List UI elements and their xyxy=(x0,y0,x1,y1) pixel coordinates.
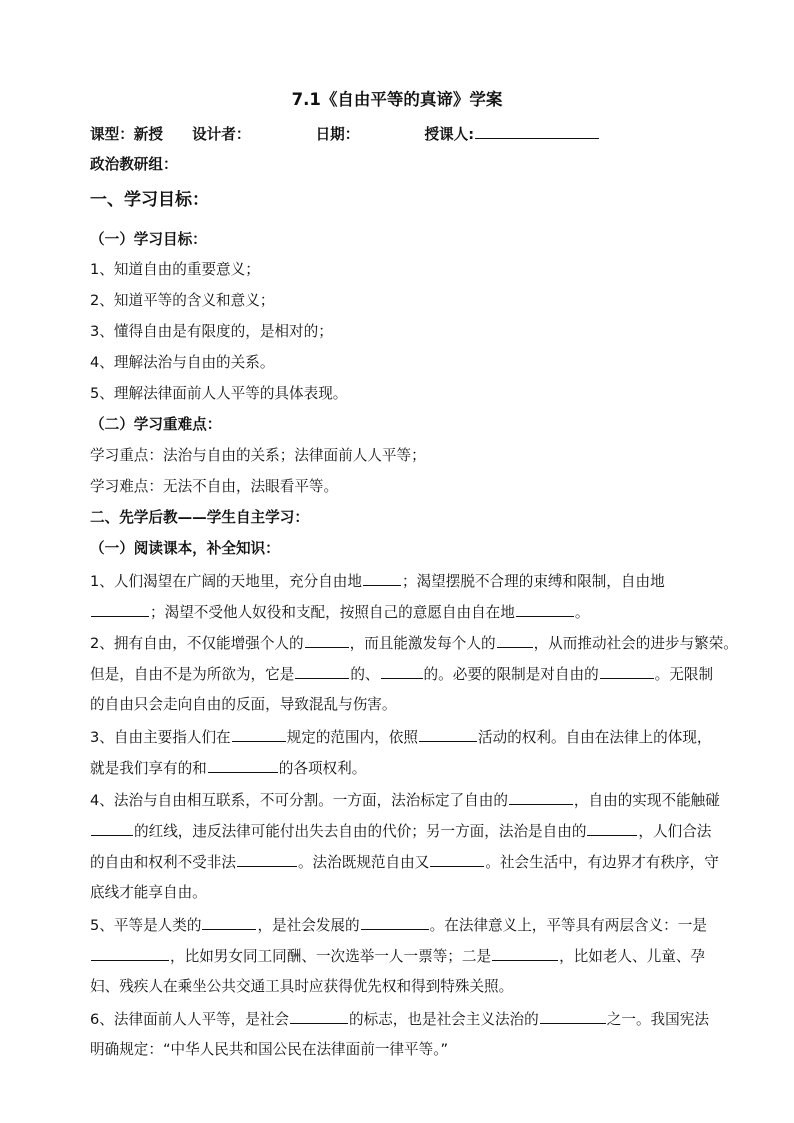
question-6-line-1: 6、法律面前人人平等，是社会 的标志，也是社会主义法治的 之一。我国宪法 xyxy=(90,1011,709,1028)
question-5-line-1: 5、平等是人类的 ，是社会发展的 。在法律意义上，平等具有两层含义：一是 xyxy=(90,917,707,934)
answer-blank xyxy=(232,727,286,742)
answer-blank xyxy=(290,1009,348,1024)
answer-blank xyxy=(361,915,429,930)
question-4-line-4: 底线才能享自由。 xyxy=(90,884,207,901)
section-2-heading: 二、先学后教——学生自主学习： xyxy=(90,509,309,526)
answer-blank xyxy=(381,664,423,679)
answer-blank xyxy=(600,664,654,679)
question-2-line-3: 的自由只会走向自由的反面，导致混乱与伤害。 xyxy=(90,696,397,713)
answer-blank xyxy=(295,664,349,679)
difficult-point: 学习难点：无法不自由，法眼看平等。 xyxy=(90,478,339,495)
goal-item: 2、知道平等的含义和意义； xyxy=(90,292,275,309)
teacher-label: 授课人: xyxy=(424,126,475,143)
section-1-1-heading: （一）学习目标： xyxy=(90,231,207,248)
designer-label: 设计者： xyxy=(192,126,251,143)
question-2-line-2: 但是，自由不是为所欲为，它是 的、 的。必要的限制是对自由的 。无限制 xyxy=(90,666,714,683)
answer-blank xyxy=(237,852,297,867)
answer-blank xyxy=(202,915,256,930)
question-5-line-3: 妇、残疾人在乘坐公共交通工具时应获得优先权和得到特殊关照。 xyxy=(90,978,514,995)
question-2-line-1: 2、拥有自由，不仅能增强个人的 ，而且能激发每个人的 ，从而推动社会的进步与繁荣。 xyxy=(90,635,738,652)
answer-blank xyxy=(497,633,533,648)
question-1-line-1: 1、人们渴望在广阔的天地里，充分自由地 ；渴望摆脱不合理的束缚和限制，自由地 xyxy=(90,573,665,590)
answer-blank xyxy=(91,602,149,617)
teacher-blank xyxy=(475,124,599,139)
answer-blank xyxy=(587,821,637,836)
page-title: 7.1《自由平等的真谛》学案 xyxy=(291,90,503,109)
answer-blank xyxy=(492,946,558,961)
key-point: 学习重点：法治与自由的关系；法律面前人人平等； xyxy=(90,447,426,464)
answer-blank xyxy=(91,821,133,836)
date-label: 日期： xyxy=(315,126,360,143)
answer-blank xyxy=(91,946,169,961)
question-3-line-2: 就是我们享有的和 的各项权利。 xyxy=(90,760,367,777)
question-4-line-1: 4、法治与自由相互联系，不可分割。一方面，法治标定了自由的 ，自由的实现不能触碰 xyxy=(90,792,720,809)
group-label: 政治教研组： xyxy=(90,156,178,173)
answer-blank xyxy=(305,633,349,648)
question-5-line-2: ，比如男女同工同酬、一次选举一人一票等；二是 ，比如老人、儿童、孕 xyxy=(90,946,705,967)
question-4-line-3: 的自由和权利不受非法 。法治既规范自由又 。社会生活中，有边界才有秩序，守 xyxy=(90,854,719,871)
meta-row xyxy=(90,124,600,145)
question-6-line-2: 明确规定：“中华人民共和国公民在法律面前一律平等。” xyxy=(90,1041,449,1058)
answer-blank xyxy=(363,571,401,586)
answer-blank xyxy=(208,758,278,773)
section-1-heading: 一、学习目标： xyxy=(90,190,209,210)
answer-blank xyxy=(430,852,484,867)
section-1-2-heading: （二）学习重难点： xyxy=(90,416,222,433)
question-4-line-2: 的红线，违反法律可能付出失去自由的代价；另一方面，法治是自由的 ，人们合法 xyxy=(90,821,711,842)
goal-item: 1、知道自由的重要意义； xyxy=(90,261,260,278)
answer-blank xyxy=(419,727,477,742)
answer-blank xyxy=(509,790,573,805)
section-2-1-heading: （一）阅读课本，补全知识： xyxy=(90,540,280,557)
question-1-line-2: ；渴望不受他人奴役和支配，按照自己的意愿自由自在地 。 xyxy=(90,602,589,623)
goal-item: 3、懂得自由是有限度的，是相对的； xyxy=(90,323,333,340)
question-3-line-1: 3、自由主要指人们在 规定的范围内，依照 活动的权利。自由在法律上的体现， xyxy=(90,729,712,746)
lesson-type: 课型：新授 xyxy=(90,126,163,143)
goal-item: 4、理解法治与自由的关系。 xyxy=(90,354,275,371)
answer-blank xyxy=(540,1009,606,1024)
goal-item: 5、理解法律面前人人平等的具体表现。 xyxy=(90,385,348,402)
answer-blank xyxy=(516,602,574,617)
